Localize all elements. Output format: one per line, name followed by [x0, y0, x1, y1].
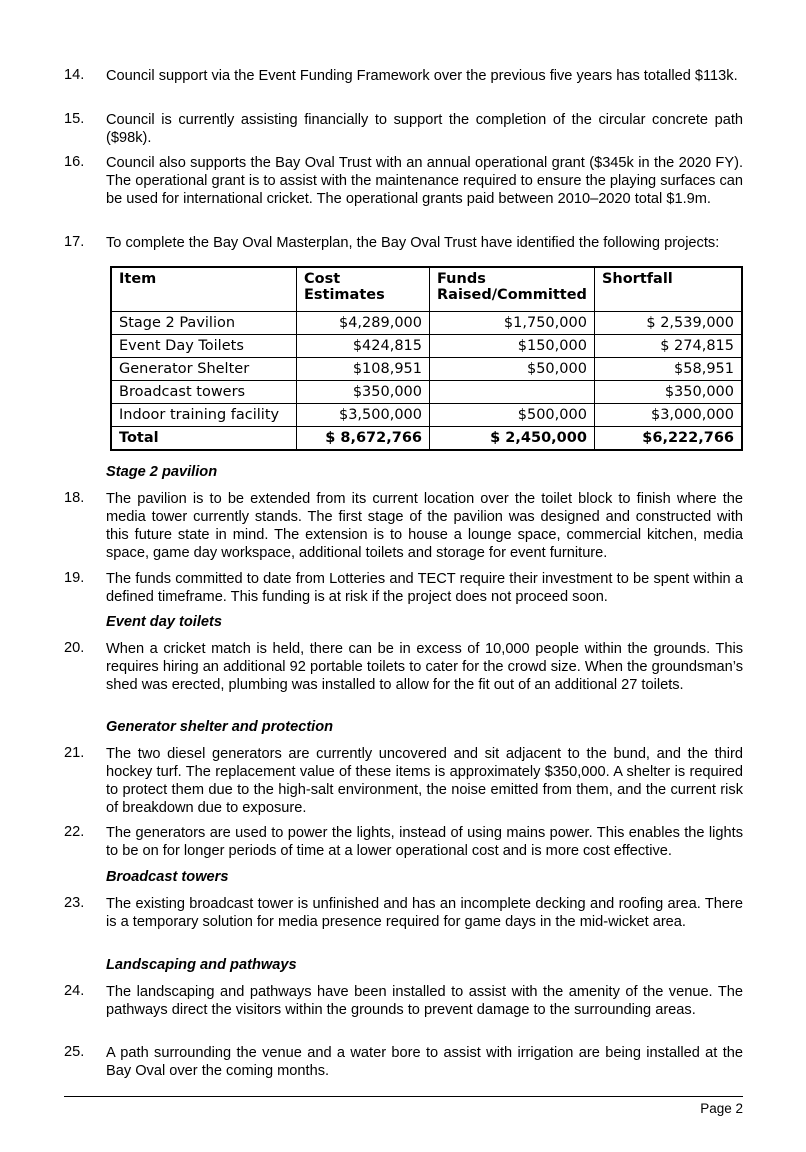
cell-funds — [430, 381, 595, 404]
paragraph-number: 22. — [64, 824, 85, 840]
cell-shortfall: $ 2,539,000 — [594, 312, 741, 335]
cell-funds: $500,000 — [430, 404, 595, 427]
cell-cost: $350,000 — [297, 381, 430, 404]
paragraph-text: The landscaping and pathways have been installed to assist with the amenity of the venue. The pathways direct the visitors within the grounds to prevent damage to the surrounding areas. — [106, 984, 743, 1018]
paragraph-number: 25. — [64, 1044, 85, 1060]
paragraph-text: Council is currently assisting financially to support the completion of the circular concrete path ($98k). — [106, 112, 743, 146]
col-header-funds — [430, 268, 595, 312]
paragraph-22 — [64, 824, 743, 860]
paragraph-number: 23. — [64, 895, 85, 911]
cell-cost: $424,815 — [297, 335, 430, 358]
col-header-item: Item — [112, 268, 297, 312]
page-number: Page 2 — [700, 1101, 743, 1116]
paragraph-text: The generators are used to power the lights, instead of using mains power. This enables the lights to be on for longer periods of time at a lower operational cost and is more cost effective. — [106, 825, 743, 859]
cell-total-cost: $ 8,672,766 — [297, 427, 430, 450]
cell-total-funds: $ 2,450,000 — [430, 427, 595, 450]
section-heading-stage2: Stage 2 pavilion — [106, 464, 218, 480]
cell-funds: $1,750,000 — [430, 312, 595, 335]
col-header-shortfall: Shortfall — [594, 268, 741, 312]
cell-item: Stage 2 Pavilion — [112, 312, 297, 335]
footer-divider — [64, 1096, 743, 1097]
section-heading-generator: Generator shelter and protection — [106, 719, 334, 735]
paragraph-number: 16. — [64, 154, 85, 170]
paragraph-text: Council support via the Event Funding Framework over the previous five years has totalled $113k. — [106, 68, 738, 84]
cell-total-label: Total — [112, 427, 297, 450]
col-header-funds-line1: Funds — [437, 271, 486, 287]
table-header-row — [112, 268, 742, 312]
paragraph-text: The existing broadcast tower is unfinished and has an incomplete decking and roofing area. There is a temporary solution for media presence required for game days in the mid-wicket area. — [106, 896, 743, 930]
col-header-cost: Cost Estimates — [297, 268, 430, 312]
table-total-row — [112, 427, 742, 450]
paragraph-19 — [64, 570, 743, 606]
paragraph-number: 17. — [64, 234, 85, 250]
paragraph-number: 14. — [64, 67, 85, 83]
paragraph-number: 15. — [64, 111, 85, 127]
section-heading-broadcast: Broadcast towers — [106, 869, 229, 885]
projects-cost-table — [111, 267, 742, 450]
paragraph-20 — [64, 640, 743, 694]
cell-cost: $108,951 — [297, 358, 430, 381]
cell-item: Generator Shelter — [112, 358, 297, 381]
paragraph-text: The two diesel generators are currently uncovered and sit adjacent to the bund, and the third hockey turf. The replacement value of these items is approximately $350,000. A shelter is required to protect them due to the high-salt environment, the noise emitted from them, and the current risk of breakdown due to exposure. — [106, 746, 743, 816]
cell-item: Broadcast towers — [112, 381, 297, 404]
paragraph-21 — [64, 745, 743, 817]
cell-shortfall: $3,000,000 — [594, 404, 741, 427]
paragraph-number: 20. — [64, 640, 85, 656]
col-header-funds-line2: Raised/Committed — [437, 287, 587, 303]
paragraph-text: The funds committed to date from Lotteries and TECT require their investment to be spent within a defined timeframe. This funding is at risk if the project does not proceed soon. — [106, 571, 743, 605]
paragraph-number: 24. — [64, 983, 85, 999]
cell-cost: $3,500,000 — [297, 404, 430, 427]
paragraph-18 — [64, 490, 743, 562]
table-row — [112, 312, 742, 335]
paragraph-number: 18. — [64, 490, 85, 506]
cell-item: Indoor training facility — [112, 404, 297, 427]
cell-shortfall: $58,951 — [594, 358, 741, 381]
table-row — [112, 358, 742, 381]
table-row — [112, 381, 742, 404]
cell-total-shortfall: $6,222,766 — [594, 427, 741, 450]
paragraph-23 — [64, 895, 743, 931]
cell-funds: $150,000 — [430, 335, 595, 358]
paragraph-15 — [64, 111, 743, 147]
cell-item: Event Day Toilets — [112, 335, 297, 358]
paragraph-text: Council also supports the Bay Oval Trust with an annual operational grant ($345k in the 2020 FY). The operational grant is to assist with the maintenance required to ensure the playing surfaces can be used for international cricket. The operational grants paid between 2010–2020 total $1.9m. — [106, 155, 743, 207]
cell-shortfall: $350,000 — [594, 381, 741, 404]
cell-cost: $4,289,000 — [297, 312, 430, 335]
section-heading-landscaping: Landscaping and pathways — [106, 957, 297, 973]
paragraph-text: To complete the Bay Oval Masterplan, the Bay Oval Trust have identified the following projects: — [106, 235, 720, 251]
section-heading-toilets: Event day toilets — [106, 614, 222, 630]
cell-funds: $50,000 — [430, 358, 595, 381]
paragraph-24 — [64, 983, 743, 1019]
cell-shortfall: $ 274,815 — [594, 335, 741, 358]
paragraph-number: 19. — [64, 570, 85, 586]
paragraph-17 — [64, 234, 743, 252]
paragraph-25 — [64, 1044, 743, 1080]
paragraph-text: A path surrounding the venue and a water bore to assist with irrigation are being installed at the Bay Oval over the coming months. — [106, 1045, 743, 1079]
paragraph-text: When a cricket match is held, there can be in excess of 10,000 people within the grounds. This requires hiring an additional 92 portable toilets to cater for the crowd size. When the groundsman’s shed was erected, plumbing was installed to allow for the fit out of an additional 27 toilets. — [106, 641, 743, 693]
paragraph-number: 21. — [64, 745, 85, 761]
table-row — [112, 335, 742, 358]
paragraph-16 — [64, 154, 743, 208]
paragraph-text: The pavilion is to be extended from its current location over the toilet block to finish where the media tower currently stands. The first stage of the pavilion was designed and constructed with this future state in mind. The extension is to house a lounge space, commercial kitchen, media space, game day workspace, additional toilets and storage for event furniture. — [106, 491, 743, 561]
table-row — [112, 404, 742, 427]
paragraph-14 — [64, 67, 743, 85]
